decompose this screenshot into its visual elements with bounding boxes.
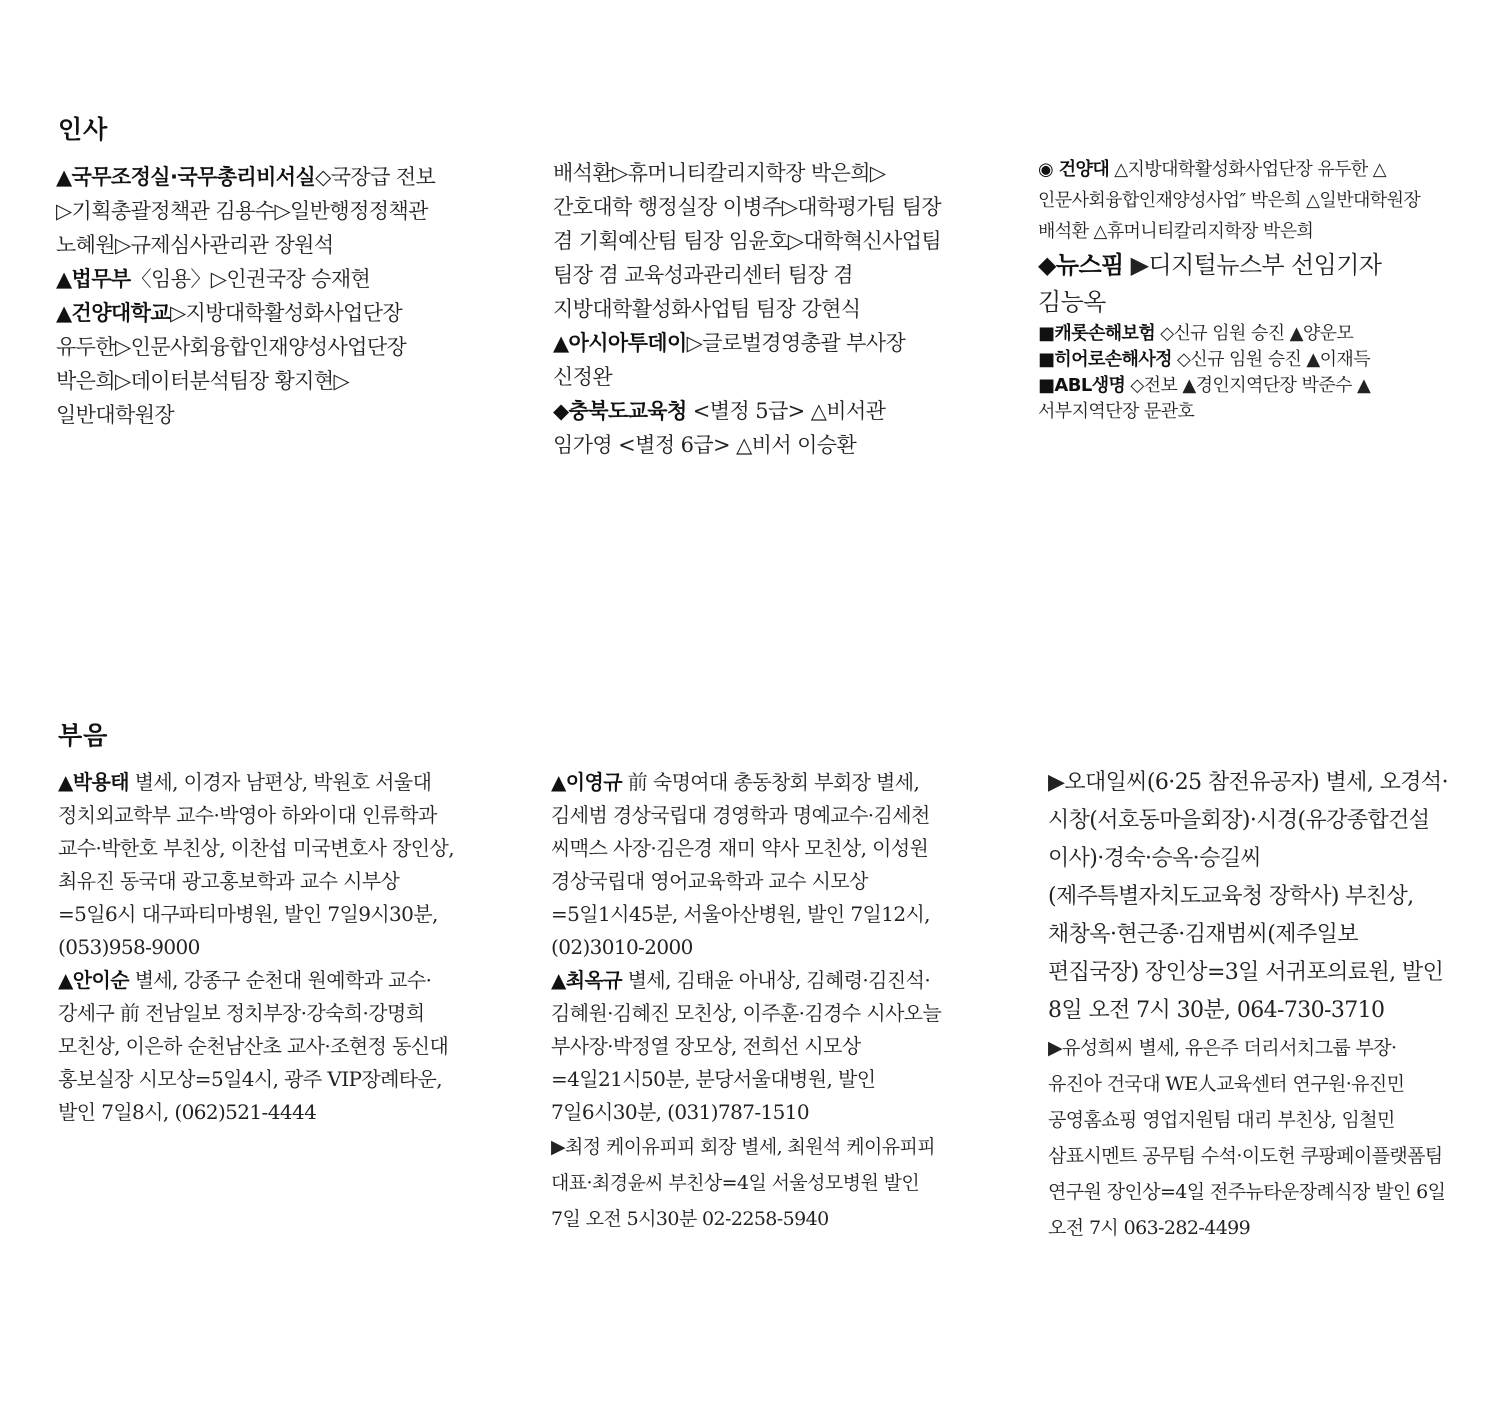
appointments-column-2 (553, 156, 945, 462)
deceased-name: ▲이영규 (551, 770, 622, 794)
obituary-entry (551, 1129, 947, 1237)
appointments-column-3 (1038, 154, 1448, 425)
section-heading-appointments: 인사 (58, 115, 109, 144)
appointment-entry (1038, 154, 1448, 247)
entry-text: ◇전보 ▲경인지역단장 박준수 ▲서부지역단장 문관호 (1038, 375, 1371, 422)
org-name: ▲아시아투데이 (553, 331, 687, 355)
org-name: ■ABL생명 (1038, 375, 1126, 396)
entry-text: ▶유성희씨 별세, 유은주 더리서치그룹 부장·유진아 건국대 WE人교육센터 연구원·유진민 공영홈쇼핑 영업지원팀 대리 부친상, 임철민 삼표시멘트 공무팀 수석·이도헌 쿠팡페이플랫폼팀 연구원 장인상=4일 전주뉴타운장례식장 발인 6일 오전 7시 063-282-4499 (1048, 1037, 1446, 1239)
entry-text: 前 숙명여대 총동창회 부회장 별세, 김세범 경상국립대 경영학과 명예교수·김세천 씨맥스 사장·김은경 재미 약사 모친상, 이성원 경상국립대 영어교육학과 교수 시모상=5일1시45분, 서울아산병원, 발인 7일12시, (02)3010-2000 (551, 770, 930, 959)
entry-text: ▷글로벌경영총괄 부사장 신정완 (553, 331, 906, 389)
appointments-column-1 (56, 160, 446, 432)
obituaries-column-3 (1048, 764, 1448, 1246)
entry-text: ◇국장급 전보▷기획총괄정책관 김용수▷일반행정정책관 노혜원▷규제심사관리관 장원석 (56, 165, 436, 257)
obituary-entry (58, 766, 454, 964)
entry-text: 배석환▷휴머니티칼리지학장 박은희▷간호대학 행정실장 이병주▷대학평가팀 팀장 겸 기획예산팀 팀장 임윤호▷대학혁신사업팀 팀장 겸 교육성과관리센터 팀장 겸 지방대학활성화사업팀 팀장 강현식 (553, 161, 942, 321)
appointment-entry (553, 326, 945, 394)
entry-text: <별정 5급> △비서관 임가영 <별정 6급> △비서 이승환 (553, 399, 886, 457)
org-name: ▲건양대학교 (56, 301, 170, 325)
deceased-name: ▲최옥규 (551, 968, 622, 992)
entry-text: ▶최정 케이유피피 회장 별세, 최원석 케이유피피 대표·최경윤씨 부친상=4일 서울성모병원 발인 7일 오전 5시30분 02-2258-5940 (551, 1136, 935, 1230)
obituary-entry (551, 964, 947, 1129)
org-name: ◆충북도교육청 (553, 399, 687, 423)
org-name: ▲법무부 (56, 267, 131, 291)
obituaries-column-2 (551, 766, 947, 1237)
appointment-entry (56, 262, 446, 296)
entry-text: △지방대학활성화사업단장 유두한 △인문사회융합인재양성사업″ 박은희 △일반대학원장 배석환 △휴머니티칼리지학장 박은희 (1038, 159, 1421, 242)
org-name: ▲국무조정실·국무총리비서실 (56, 165, 316, 189)
obituary-entry (1048, 764, 1448, 1030)
obituaries-column-1 (58, 766, 454, 1129)
obituary-entry (1048, 1030, 1448, 1246)
obituary-entry (551, 766, 947, 964)
org-name: ◉ 건양대 (1038, 159, 1110, 180)
appointment-entry (553, 394, 945, 462)
entry-text: 별세, 이경자 남편상, 박원호 서울대 정치외교학부 교수·박영아 하와이대 인류학과 교수·박한호 부친상, 이찬섭 미국변호사 장인상, 최유진 동국대 광고홍보학과 교수 시부상=5일6시 대구파티마병원, 발인 7일9시30분, (053)958-9000 (58, 770, 454, 959)
org-name: ■캐롯손해보험 (1038, 323, 1156, 344)
section-heading-obituaries: 부음 (58, 721, 109, 750)
appointment-entry (553, 156, 945, 326)
appointment-entry (1038, 247, 1448, 321)
appointment-entry (1038, 321, 1448, 347)
deceased-name: ▲안이순 (58, 968, 129, 992)
org-name: ■히어로손해사정 (1038, 349, 1172, 370)
entry-text: 별세, 김태윤 아내상, 김혜령·김진석·김혜원·김혜진 모친상, 이주훈·김경수 시사오늘 부사장·박정열 장모상, 전희선 시모상=4일21시50분, 분당서울대병원, 발인 7일6시30분, (031)787-1510 (551, 968, 942, 1124)
appointment-entry (1038, 373, 1448, 425)
deceased-name: ▲박용태 (58, 770, 129, 794)
entry-text: ▶오대일씨(6·25 참전유공자) 별세, 오경석·시창(서호동마을회장)·시경(유강종합건설 이사)·경숙·승옥·승길씨(제주특별자치도교육청 장학사) 부친상, 채창옥·현근종·김재범씨(제주일보 편집국장) 장인상=3일 서귀포의료원, 발인 8일 오전 7시 30분, 064-730-3710 (1048, 770, 1448, 1023)
entry-text: 〈임용〉▷인권국장 승재현 (130, 267, 371, 291)
entry-text: ▷지방대학활성화사업단장 유두한▷인문사회융합인재양성사업단장 박은희▷데이터분석팀장 황지현▷일반대학원장 (56, 301, 407, 427)
entry-text: ◇신규 임원 승진 ▲이재득 (1171, 349, 1371, 370)
obituary-entry (58, 964, 454, 1129)
entry-text: ▶디지털뉴스부 선임기자 김능옥 (1038, 251, 1382, 316)
entry-text: ◇신규 임원 승진 ▲양운모 (1155, 323, 1354, 344)
entry-text: 별세, 강종구 순천대 원예학과 교수·강세구 前 전남일보 정치부장·강숙희·강명희 모친상, 이은하 순천남산초 교사·조현정 동신대 홍보실장 시모상=5일4시, 광주 VIP장례타운, 발인 7일8시, (062)521-4444 (58, 968, 449, 1124)
org-name: ◆뉴스핌 (1038, 251, 1124, 279)
appointment-entry (56, 160, 446, 262)
appointment-entry (1038, 347, 1448, 373)
appointment-entry (56, 296, 446, 432)
